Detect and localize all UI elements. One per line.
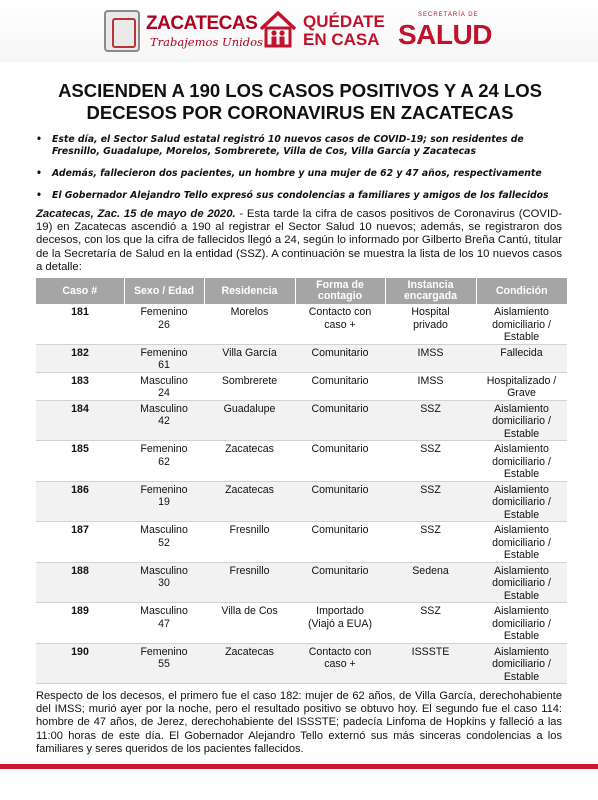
- house-family-icon: [258, 9, 298, 49]
- highlight-text: El Gobernador Alejandro Tello expresó sus condolencias a familiares y amigos de los fallecidos: [52, 190, 549, 201]
- column-header-sex-age: Sexo / Edad: [124, 278, 204, 304]
- cell-sex-age: Femenino 26: [124, 304, 204, 344]
- highlight-item: [36, 134, 564, 158]
- secretaria-label: SECRETARÍA DE: [418, 12, 479, 18]
- cell-residence: Guadalupe: [204, 400, 295, 441]
- cell-residence: Sombrerete: [204, 372, 295, 400]
- campaign-line-2: EN CASA: [303, 30, 380, 49]
- zacatecas-slogan: Trabajemos Unidos: [150, 35, 263, 49]
- cell-case-number: 186: [36, 481, 124, 522]
- zacatecas-seal-icon: [104, 10, 140, 52]
- cell-institution: ISSSTE: [385, 643, 476, 684]
- closing-paragraph: Respecto de los decesos, el primero fue el caso 182: mujer de 62 años, de Villa García, derechohabiente del IMSS; murió ayer por la noche, pero el resultado positivo se obtuvo hoy. El segundo fue el caso 114: hombre de 47 años, de Jerez, derechohabiente del ISSSTE; padecía Linfoma de Hopkins y falleció a las 11:00 horas de este día. El Gobernador Alejandro Tello externó sus más sinceras condolencias a los familiares y seres queridos de los pacientes fallecidos.: [36, 690, 562, 755]
- cell-contagion-form: Comunitario: [295, 441, 385, 482]
- cell-institution: SSZ: [385, 522, 476, 563]
- cell-contagion-form: Importado (Viajó a EUA): [295, 603, 385, 644]
- cell-sex-age: Masculino 42: [124, 400, 204, 441]
- cell-sex-age: Masculino 30: [124, 562, 204, 603]
- header-logos: [0, 0, 598, 62]
- dateline: Zacatecas, Zac. 15 de mayo de 2020.: [36, 208, 236, 220]
- press-release-title: ASCIENDEN A 190 LOS CASOS POSITIVOS Y A 24 LOS DECESOS POR CORONAVIRUS EN ZACATECAS: [58, 80, 542, 123]
- cell-condition: Aislamiento domiciliario / Estable: [476, 441, 567, 482]
- cell-residence: Villa García: [204, 344, 295, 372]
- cell-contagion-form: Comunitario: [295, 344, 385, 372]
- cell-contagion-form: Comunitario: [295, 481, 385, 522]
- column-header-contagion: Forma de contagio: [295, 278, 385, 304]
- highlight-item: [36, 168, 564, 180]
- bullet-icon: •: [36, 168, 42, 179]
- table-row: [36, 372, 567, 400]
- column-header-institution: Instancia encargada: [385, 278, 476, 304]
- cell-case-number: 181: [36, 304, 124, 344]
- zacatecas-title: ZACATECAS: [146, 13, 258, 34]
- table-header-row: [36, 278, 567, 304]
- cell-contagion-form: Contacto con caso +: [295, 304, 385, 344]
- cell-contagion-form: Contacto con caso +: [295, 643, 385, 684]
- table-row: [36, 603, 567, 644]
- cell-institution: IMSS: [385, 344, 476, 372]
- table-row: [36, 481, 567, 522]
- highlight-item: [36, 190, 564, 202]
- cell-case-number: 183: [36, 372, 124, 400]
- cell-condition: Aislamiento domiciliario / Estable: [476, 603, 567, 644]
- column-header-case: Caso #: [36, 278, 124, 304]
- cell-contagion-form: Comunitario: [295, 522, 385, 563]
- cell-residence: Zacatecas: [204, 441, 295, 482]
- cell-residence: Morelos: [204, 304, 295, 344]
- cell-residence: Villa de Cos: [204, 603, 295, 644]
- cell-case-number: 190: [36, 643, 124, 684]
- cell-contagion-form: Comunitario: [295, 400, 385, 441]
- cell-residence: Zacatecas: [204, 481, 295, 522]
- cell-sex-age: Masculino 47: [124, 603, 204, 644]
- cell-sex-age: Femenino 61: [124, 344, 204, 372]
- highlight-text: Este día, el Sector Salud estatal registró 10 nuevos casos de COVID-19; son residentes de Fresnillo, Guadalupe, Morelos, Sombrerete, Villa de Cos, Villa García y Zacatecas: [52, 134, 524, 157]
- cell-case-number: 185: [36, 441, 124, 482]
- cell-condition: Aislamiento domiciliario / Estable: [476, 304, 567, 344]
- cell-sex-age: Femenino 55: [124, 643, 204, 684]
- lead-text: - Esta tarde la cifra de casos positivos de Coronavirus (COVID-19) en Zacatecas ascendió a 190 al registrar el Sector Salud 10 nuevos; además, se registraron dos decesos, con los que la cifra de fallecidos llegó a 24, según lo informado por Gilberto Breña Cantú, titular de la Secretaría de Salud en la entidad (SSZ). A continuación se muestra la lista de los 10 nuevos casos a detalle:: [36, 208, 563, 273]
- cell-institution: SSZ: [385, 603, 476, 644]
- table-row: [36, 304, 567, 344]
- cell-institution: SSZ: [385, 400, 476, 441]
- cell-case-number: 182: [36, 344, 124, 372]
- bullet-icon: •: [36, 190, 42, 201]
- cell-condition: Aislamiento domiciliario / Estable: [476, 643, 567, 684]
- cell-residence: Fresnillo: [204, 522, 295, 563]
- cell-institution: SSZ: [385, 481, 476, 522]
- table-row: [36, 344, 567, 372]
- lead-paragraph: [36, 208, 562, 274]
- cell-condition: Fallecida: [476, 344, 567, 372]
- cell-condition: Aislamiento domiciliario / Estable: [476, 562, 567, 603]
- cell-contagion-form: Comunitario: [295, 562, 385, 603]
- table-row: [36, 441, 567, 482]
- campaign-line-1: QUÉDATE: [303, 12, 385, 31]
- cell-case-number: 184: [36, 400, 124, 441]
- cell-condition: Hospitalizado / Grave: [476, 372, 567, 400]
- cell-sex-age: Masculino 52: [124, 522, 204, 563]
- table-row: [36, 522, 567, 563]
- bullet-icon: •: [36, 134, 42, 145]
- cell-sex-age: Femenino 62: [124, 441, 204, 482]
- column-header-residence: Residencia: [204, 278, 295, 304]
- salud-logo: SALUD: [398, 19, 492, 50]
- footer-area: [0, 769, 598, 800]
- highlights-list: [36, 134, 564, 212]
- table-row: [36, 400, 567, 441]
- table-row: [36, 562, 567, 603]
- cell-institution: Sedena: [385, 562, 476, 603]
- column-header-condition: Condición: [476, 278, 567, 304]
- cell-case-number: 189: [36, 603, 124, 644]
- cell-case-number: 188: [36, 562, 124, 603]
- cell-sex-age: Masculino 24: [124, 372, 204, 400]
- cell-contagion-form: Comunitario: [295, 372, 385, 400]
- cell-condition: Aislamiento domiciliario / Estable: [476, 400, 567, 441]
- cell-case-number: 187: [36, 522, 124, 563]
- cases-table: [36, 278, 567, 684]
- highlight-text: Además, fallecieron dos pacientes, un hombre y una mujer de 62 y 47 años, respectivamente: [52, 168, 542, 179]
- cell-residence: Fresnillo: [204, 562, 295, 603]
- cell-institution: Hospital privado: [385, 304, 476, 344]
- cell-condition: Aislamiento domiciliario / Estable: [476, 481, 567, 522]
- cell-sex-age: Femenino 19: [124, 481, 204, 522]
- cell-residence: Zacatecas: [204, 643, 295, 684]
- cell-institution: IMSS: [385, 372, 476, 400]
- cell-condition: Aislamiento domiciliario / Estable: [476, 522, 567, 563]
- cell-institution: SSZ: [385, 441, 476, 482]
- table-row: [36, 643, 567, 684]
